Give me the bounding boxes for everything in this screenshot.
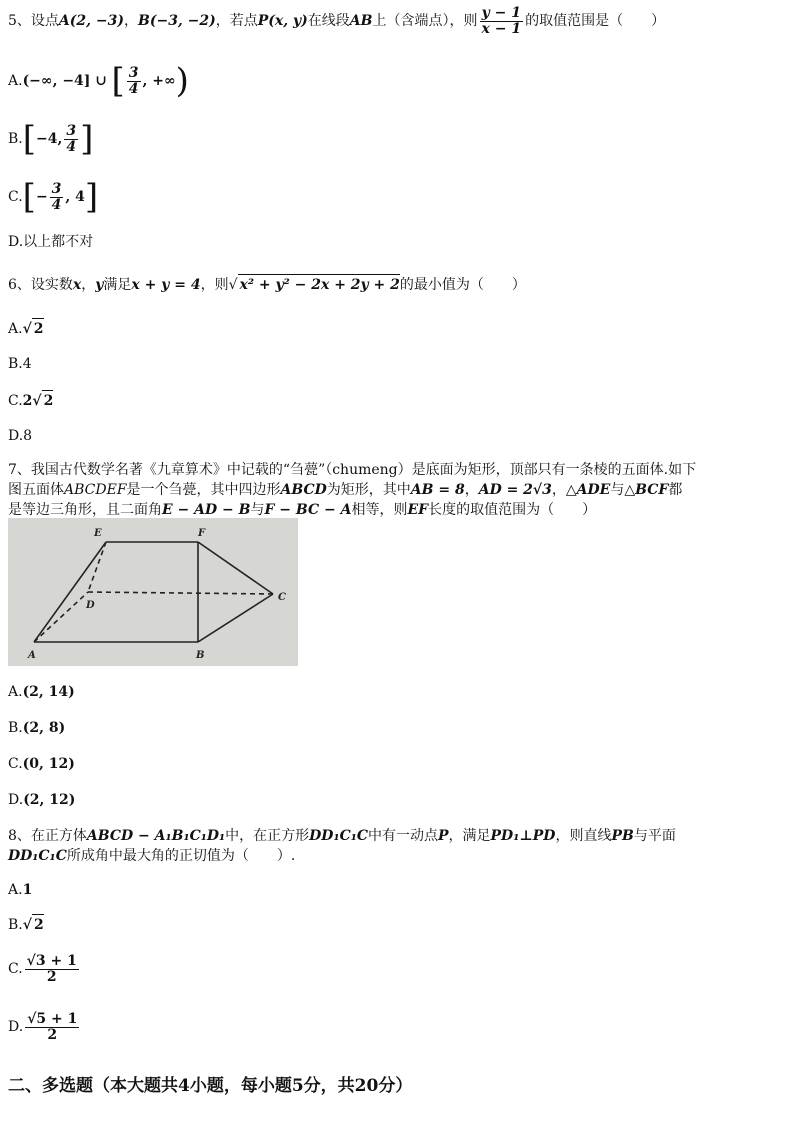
edge-fc <box>198 542 273 594</box>
label-d: D <box>86 600 95 611</box>
q5-option-c[interactable]: C.[− $\frac{3}{4}$ , 4] <box>8 177 99 217</box>
q7-option-c[interactable]: C.(0, 12) <box>8 756 75 772</box>
q7-line3: 是等边三角形，且二面角E − AD − B与F − BC − A相等，则EF长度的取值范围为（ ） <box>8 502 597 518</box>
q8-line1: 8、在正方体ABCD − A₁B₁C₁D₁中，在正方形DD₁C₁C中有一动点P，满足PD₁⊥PD，则直线PB与平面 <box>8 828 676 844</box>
q5-option-d[interactable]: D.以上都不对 <box>8 234 94 250</box>
q5-option-a[interactable]: A.(−∞, −4] ∪ [ $\frac{3}{4}$ , +∞) <box>8 61 189 101</box>
edge-ae <box>34 542 106 642</box>
q8-option-a[interactable]: A.1 <box>8 882 33 898</box>
label-b: B <box>196 650 205 661</box>
section-heading-multiple-choice: 二、多选题（本大题共4小题，每小题5分，共20分） <box>8 1076 413 1096</box>
label-a: A <box>28 650 36 661</box>
q8-option-c[interactable]: C. $\frac{√3 + 1}{2}$ <box>8 953 77 985</box>
sqrt-icon: √ <box>228 277 238 293</box>
q5-fraction: $\frac{y - 1}{x - 1}$ <box>481 5 522 37</box>
q5-option-b[interactable]: B.[−4, $\frac{3}{4}$ ] <box>8 119 94 159</box>
pentahedron-diagram <box>8 518 298 666</box>
q8-option-d[interactable]: D. $\frac{√5 + 1}{2}$ <box>8 1011 78 1043</box>
q5-stem: 5、设点A(2, −3)，B(−3, −2)，若点P(x, y)在线段AB上（含端点），则 $\frac{y - 1}{x - 1}$ 的取值范围是（ ） <box>8 5 666 37</box>
chumeng-figure <box>8 518 298 666</box>
edge-ad <box>34 592 88 642</box>
q8-option-b[interactable]: B.√ 2 <box>8 914 44 935</box>
q8-line2: DD₁C₁C所成角中最大角的正切值为（ ）. <box>8 848 296 864</box>
q6-stem: 6、设实数x，y满足x + y = 4，则√ x² + y² − 2x + 2y + 2的最小值为（ ） <box>8 274 526 295</box>
label-e: E <box>94 528 102 539</box>
edge-ed <box>88 542 106 592</box>
label-f: F <box>198 528 206 539</box>
q7-line2: 图五面体ABCDEF是一个刍甍，其中四边形ABCD为矩形，其中AB = 8，AD = 2√3，△ADE与△BCF都 <box>8 482 683 498</box>
q7-line1: 7、我国古代数学名著《九章算术》中记载的“刍甍”（chumeng）是底面为矩形，顶部只有一条棱的五面体.如下 <box>8 462 697 478</box>
q6-option-b[interactable]: B.4 <box>8 356 32 372</box>
q7-option-b[interactable]: B.(2, 8) <box>8 720 66 736</box>
q6-option-c[interactable]: C.2√ 2 <box>8 390 53 411</box>
q7-option-a[interactable]: A.(2, 14) <box>8 684 75 700</box>
edge-bc <box>198 594 273 642</box>
q6-option-a[interactable]: A.√ 2 <box>8 318 44 339</box>
q7-option-d[interactable]: D.(2, 12) <box>8 792 76 808</box>
edge-dc <box>88 592 273 594</box>
label-c: C <box>278 592 286 603</box>
q6-option-d[interactable]: D.8 <box>8 428 33 444</box>
